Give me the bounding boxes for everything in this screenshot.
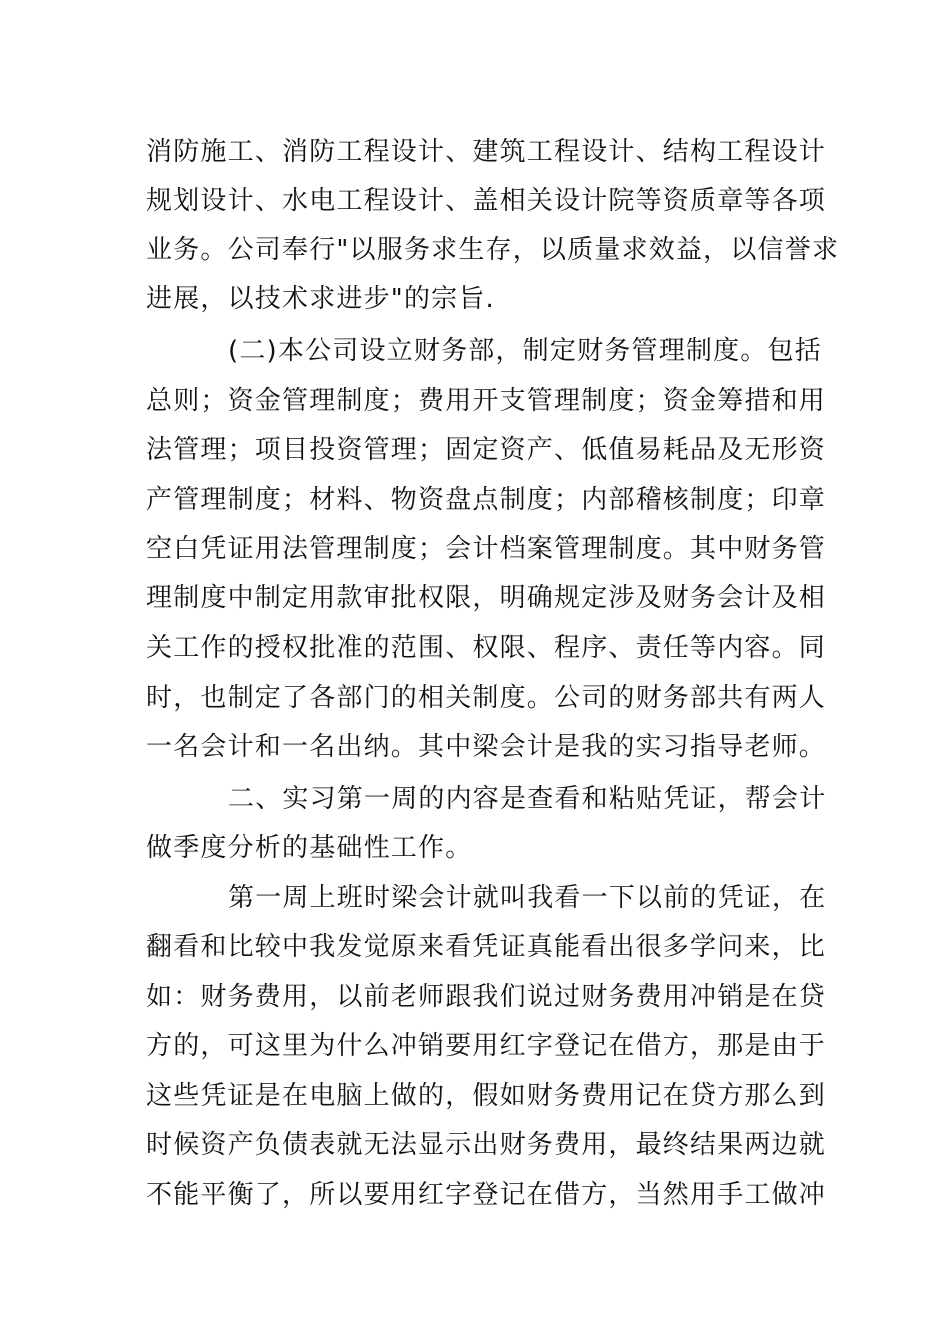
text-line-11: 关工作的授权批准的范围、权限、程序、责任等内容。同	[146, 633, 827, 663]
section-heading-week-one: 二、实习第一周的内容是查看和粘贴凭证，帮会计	[228, 784, 827, 814]
text-line-20: 这些凭证是在电脑上做的，假如财务费用记在贷方那么到	[146, 1081, 827, 1111]
text-line-9: 空白凭证用法管理制度；会计档案管理制度。其中财务管	[146, 534, 827, 564]
text-line-4: 进展，以技术求进步"的宗旨.	[146, 284, 496, 314]
text-line-1: 消防施工、消防工程设计、建筑工程设计、结构工程设计	[146, 137, 827, 167]
text-line-13: 一名会计和一名出纳。其中梁会计是我的实习指导老师。	[146, 732, 827, 762]
paragraph-2-first-line: (二)本公司设立财务部，制定财务管理制度。包括	[228, 336, 822, 366]
paragraph-3-first-line: 第一周上班时梁会计就叫我看一下以前的凭证，在	[228, 883, 827, 913]
text-line-3: 业务。公司奉行"以服务求生存，以质量求效益，以信誉求	[146, 235, 840, 265]
text-line-8: 产管理制度；材料、物资盘点制度；内部稽核制度；印章	[146, 485, 827, 515]
text-line-18: 如：财务费用，以前老师跟我们说过财务费用冲销是在贷	[146, 982, 827, 1012]
text-line-19: 方的，可这里为什么冲销要用红字登记在借方，那是由于	[146, 1031, 827, 1061]
text-line-2: 规划设计、水电工程设计、盖相关设计院等资质章等各项	[146, 186, 827, 216]
text-line-10: 理制度中制定用款审批权限，明确规定涉及财务会计及相	[146, 583, 827, 613]
text-line-6: 总则；资金管理制度；费用开支管理制度；资金筹措和用	[146, 386, 827, 416]
text-line-15: 做季度分析的基础性工作。	[146, 833, 473, 863]
text-line-7: 法管理；项目投资管理；固定资产、低值易耗品及无形资	[146, 435, 827, 465]
text-line-17: 翻看和比较中我发觉原来看凭证真能看出很多学问来，比	[146, 932, 827, 962]
text-line-12: 时，也制定了各部门的相关制度。公司的财务部共有两人	[146, 683, 827, 713]
text-line-22: 不能平衡了，所以要用红字登记在借方，当然用手工做冲	[146, 1180, 827, 1210]
text-line-21: 时候资产负债表就无法显示出财务费用，最终结果两边就	[146, 1130, 827, 1160]
